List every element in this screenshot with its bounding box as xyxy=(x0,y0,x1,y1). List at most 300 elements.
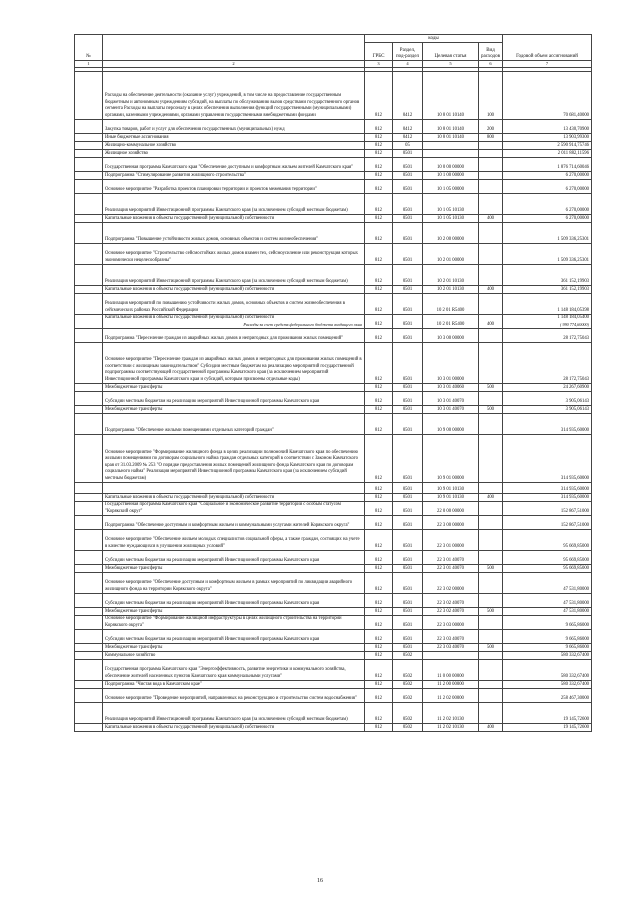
table-row xyxy=(75,120,592,134)
amount-cell xyxy=(503,652,592,660)
table-row xyxy=(75,724,592,732)
num-cell xyxy=(75,530,103,551)
name-cell xyxy=(103,516,365,530)
name-cell xyxy=(103,223,365,244)
table-row xyxy=(75,265,592,286)
type-cell xyxy=(479,294,503,315)
name-cell-text: Межбюджетные трансферты xyxy=(105,644,163,650)
name-cell xyxy=(103,483,365,494)
grbs-cell xyxy=(365,573,393,594)
amount-cell xyxy=(503,286,592,294)
amount-cell-text: 3 905,06143 xyxy=(565,406,589,412)
section-cell xyxy=(393,142,423,150)
name-cell xyxy=(103,530,365,551)
name-cell-text: Межбюджетные трансферты xyxy=(105,406,163,412)
section-cell-text: 0501 xyxy=(402,622,413,628)
num-cell xyxy=(75,644,103,652)
amount-cell xyxy=(503,689,592,703)
section-cell-text: 0501 xyxy=(402,164,413,170)
grbs-cell xyxy=(365,644,393,652)
col-target-header: Целевая статья xyxy=(423,43,479,61)
target-cell-text: 22 3 01 40070 xyxy=(437,565,464,571)
name-cell-text: Реализация мероприятий Инвестиционной программы Камчатского края (за исключением субсидий местным бюджетам) xyxy=(105,716,348,722)
target-cell xyxy=(423,294,479,315)
grbs-cell-text: 812 xyxy=(374,164,383,170)
target-cell-text: 10 1 05 10130 xyxy=(437,215,464,221)
table-row xyxy=(75,315,592,329)
type-cell-text: 400 xyxy=(486,494,495,500)
grbs-cell xyxy=(365,516,393,530)
amount-cell xyxy=(503,516,592,530)
section-cell xyxy=(393,551,423,565)
amount-cell-text: 6 270,00000 xyxy=(565,207,589,213)
table-row xyxy=(75,406,592,414)
target-cell xyxy=(423,72,479,120)
amount-cell-text: 1 509 336,25301 xyxy=(557,257,589,263)
amount-cell-text: 152 867,51000 xyxy=(560,508,589,514)
type-cell-text: 400 xyxy=(486,215,495,221)
grbs-cell-text: 812 xyxy=(374,724,383,730)
table-row xyxy=(75,689,592,703)
grbs-cell xyxy=(365,435,393,483)
name-cell xyxy=(103,172,365,180)
target-cell xyxy=(423,483,479,494)
type-cell-text: 100 xyxy=(486,112,495,118)
target-cell-text: 10 8 01 10140 xyxy=(437,112,464,118)
section-cell-text: 0502 xyxy=(402,724,413,730)
name-cell xyxy=(103,215,365,223)
name-cell xyxy=(103,494,365,502)
name-cell xyxy=(103,689,365,703)
num-cell xyxy=(75,223,103,244)
amount-cell-text: 13 430,70900 xyxy=(563,126,589,132)
index-cell: 7 xyxy=(503,61,592,68)
name-cell xyxy=(103,244,365,265)
table-row xyxy=(75,294,592,315)
section-cell-text: 0501 xyxy=(402,486,413,492)
header-row-1 xyxy=(75,35,592,43)
name-cell-text: Основное мероприятие "Формирование жилищной инфраструктуры в целях жилищного строительства на территории Корякского округа" xyxy=(105,616,342,628)
amount-cell-text: 95 669,85000 xyxy=(563,557,589,563)
section-cell-text: 0412 xyxy=(402,112,413,118)
num-cell xyxy=(75,565,103,573)
target-cell xyxy=(423,384,479,392)
amount-cell-text: 9 665,86000 xyxy=(565,622,589,628)
grbs-cell-text: 812 xyxy=(374,475,383,481)
amount-cell-text: 95 669,85000 xyxy=(563,543,589,549)
num-cell xyxy=(75,286,103,294)
amount-cell xyxy=(503,594,592,608)
section-cell xyxy=(393,223,423,244)
num-cell xyxy=(75,134,103,142)
amount-cell-text: 6 270,00000 xyxy=(565,172,589,178)
type-cell xyxy=(479,180,503,194)
table-row xyxy=(75,435,592,483)
target-cell-text: 11 2 02 10130 xyxy=(437,716,464,722)
section-cell xyxy=(393,652,423,660)
section-cell xyxy=(393,244,423,265)
num-cell xyxy=(75,329,103,343)
grbs-cell xyxy=(365,72,393,120)
table-row xyxy=(75,384,592,392)
target-cell xyxy=(423,215,479,223)
table-row xyxy=(75,72,592,120)
table-row xyxy=(75,644,592,652)
num-cell xyxy=(75,384,103,392)
grbs-cell-text: 812 xyxy=(374,321,383,327)
name-cell-text: Расходы на обеспечение деятельности (оказание услуг) учреждений, в том числе на предоставление государственным бюджетным и автономным учреждениям субсидий, на выплаты по обслуживанию вызов средствами государственного органов сегмента Расходы на выплаты персоналу в целях обеспечения выполнения функций государственными (муниципальными) органами, казенными учреждениями, органами управления государственными внебюджетными фондами xyxy=(105,93,360,118)
name-cell xyxy=(103,384,365,392)
amount-cell xyxy=(503,703,592,724)
table-row xyxy=(75,134,592,142)
name-cell xyxy=(103,392,365,406)
grbs-cell-text: 812 xyxy=(374,186,383,192)
target-cell xyxy=(423,158,479,172)
name-cell xyxy=(103,286,365,294)
section-cell-text: 0501 xyxy=(402,150,413,156)
amount-cell xyxy=(503,681,592,689)
num-cell xyxy=(75,72,103,120)
target-cell-text: 22 3 01 00000 xyxy=(437,543,464,549)
target-cell-text: 10 9 01 10130 xyxy=(437,486,464,492)
type-cell xyxy=(479,681,503,689)
section-cell-text: 0501 xyxy=(402,321,413,327)
amount-cell xyxy=(503,194,592,215)
name-cell xyxy=(103,703,365,724)
num-cell xyxy=(75,516,103,530)
name-cell xyxy=(103,343,365,384)
name-cell xyxy=(103,435,365,483)
section-cell-text: 0502 xyxy=(402,681,413,687)
name-cell xyxy=(103,551,365,565)
num-cell xyxy=(75,573,103,594)
target-cell xyxy=(423,703,479,724)
grbs-cell-text: 812 xyxy=(374,494,383,500)
section-cell-text: 0501 xyxy=(402,406,413,412)
num-cell xyxy=(75,689,103,703)
type-cell xyxy=(479,72,503,120)
table-row xyxy=(75,516,592,530)
index-cell: 3 xyxy=(365,61,393,68)
target-cell xyxy=(423,329,479,343)
grbs-cell-text: 812 xyxy=(374,652,383,658)
grbs-cell-text: 812 xyxy=(374,307,383,313)
grbs-cell-text: 812 xyxy=(374,236,383,242)
type-cell-text: 500 xyxy=(486,406,495,412)
grbs-cell-text: 812 xyxy=(374,215,383,221)
type-cell xyxy=(479,724,503,732)
section-cell xyxy=(393,158,423,172)
num-cell xyxy=(75,594,103,608)
grbs-cell-text: 812 xyxy=(374,278,383,284)
section-cell xyxy=(393,172,423,180)
amount-cell xyxy=(503,172,592,180)
num-cell xyxy=(75,142,103,150)
target-cell xyxy=(423,565,479,573)
target-cell-text: 10 2 01 00000 xyxy=(437,257,464,263)
amount-cell-text: 19 145,72600 xyxy=(563,724,589,730)
num-cell xyxy=(75,652,103,660)
amount-cell xyxy=(503,158,592,172)
grbs-cell-text: 812 xyxy=(374,126,383,132)
type-cell xyxy=(479,286,503,294)
amount-cell-text: 1 509 336,25301 xyxy=(557,236,589,242)
amount-cell xyxy=(503,142,592,150)
section-cell-text: 0501 xyxy=(402,384,413,390)
section-cell-text: 0501 xyxy=(402,207,413,213)
table-row xyxy=(75,150,592,158)
target-cell xyxy=(423,608,479,616)
grbs-cell xyxy=(365,294,393,315)
target-cell xyxy=(423,689,479,703)
amount-cell xyxy=(503,315,592,329)
section-cell xyxy=(393,502,423,516)
num-cell xyxy=(75,194,103,215)
section-cell-text: 0501 xyxy=(402,236,413,242)
num-cell xyxy=(75,343,103,384)
target-cell-text: 10 9 01 10130 xyxy=(437,494,464,500)
section-cell-text: 0501 xyxy=(402,172,413,178)
amount-cell xyxy=(503,120,592,134)
type-cell xyxy=(479,315,503,329)
target-cell xyxy=(423,392,479,406)
grbs-cell-text: 812 xyxy=(374,486,383,492)
table-row xyxy=(75,180,592,194)
target-cell xyxy=(423,502,479,516)
target-cell xyxy=(423,406,479,414)
name-cell-text: Государственная программа Камчатского края "Обеспечение доступным и комфортным жильем жителей Камчатского края" xyxy=(105,164,354,170)
table-row xyxy=(75,616,592,630)
section-cell-text: 05 xyxy=(405,142,410,148)
section-cell-text: 0502 xyxy=(402,673,413,679)
amount-cell-text: 47 531,80000 xyxy=(563,608,589,614)
target-cell xyxy=(423,265,479,286)
grbs-cell xyxy=(365,158,393,172)
section-cell xyxy=(393,194,423,215)
section-cell-text: 0501 xyxy=(402,278,413,284)
type-cell xyxy=(479,530,503,551)
target-cell xyxy=(423,134,479,142)
amount-cell-text: 314 935,60000 xyxy=(560,494,589,500)
amount-cell xyxy=(503,406,592,414)
target-cell-text: 22 3 00 00000 xyxy=(437,522,464,528)
amount-cell-text: 580 332,67400 xyxy=(560,681,589,687)
grbs-cell xyxy=(365,265,393,286)
grbs-cell xyxy=(365,120,393,134)
amount-cell xyxy=(503,384,592,392)
type-cell xyxy=(479,608,503,616)
index-cell: 1 xyxy=(75,61,103,68)
amount-cell xyxy=(503,215,592,223)
target-cell xyxy=(423,435,479,483)
page-number: 16 xyxy=(317,878,323,884)
section-cell xyxy=(393,180,423,194)
amount-cell-text: 1 148 184,05400 xyxy=(557,315,589,321)
target-cell-text: 10 8 01 10140 xyxy=(437,126,464,132)
amount-cell xyxy=(503,630,592,644)
num-cell xyxy=(75,494,103,502)
grbs-cell-text: 812 xyxy=(374,427,383,433)
amount-cell xyxy=(503,551,592,565)
section-cell xyxy=(393,689,423,703)
type-cell xyxy=(479,215,503,223)
type-cell xyxy=(479,158,503,172)
index-cell: 4 xyxy=(393,61,423,68)
type-cell xyxy=(479,120,503,134)
target-cell-text: 10 3 01 40070 xyxy=(437,406,464,412)
section-cell xyxy=(393,660,423,681)
grbs-cell-text: 812 xyxy=(374,142,383,148)
type-cell xyxy=(479,142,503,150)
amount-cell xyxy=(503,329,592,343)
table-row xyxy=(75,502,592,516)
grbs-cell xyxy=(365,551,393,565)
num-cell xyxy=(75,315,103,329)
section-cell xyxy=(393,392,423,406)
section-cell-text: 0501 xyxy=(402,600,413,606)
target-cell xyxy=(423,414,479,435)
federal-share-note: Расходы за счет средств федерального бюджета входящего окна xyxy=(243,321,362,327)
name-cell-text: Субсидии местным бюджетам на реализацию мероприятий Инвестиционной программы Камчатского края xyxy=(105,398,320,404)
type-cell xyxy=(479,435,503,483)
target-cell xyxy=(423,172,479,180)
target-cell xyxy=(423,644,479,652)
section-cell xyxy=(393,134,423,142)
amount-cell xyxy=(503,265,592,286)
amount-cell-text: 95 669,85000 xyxy=(563,565,589,571)
name-cell xyxy=(103,194,365,215)
target-cell xyxy=(423,516,479,530)
section-cell-text: 0502 xyxy=(402,652,413,658)
target-cell-text: 10 3 01 40070 xyxy=(437,398,464,404)
target-cell-text: 22 3 03 00000 xyxy=(437,622,464,628)
name-cell-text: Закупка товаров, работ и услуг для обеспечения государственных (муниципальных) нужд xyxy=(105,126,285,132)
section-cell-text: 0501 xyxy=(402,522,413,528)
name-cell xyxy=(103,573,365,594)
target-cell-text: 22 3 01 40070 xyxy=(437,557,464,563)
amount-cell-text: 314 935,60000 xyxy=(560,427,589,433)
federal-share-amount: ( 990 774,60000) xyxy=(560,321,589,327)
section-cell xyxy=(393,616,423,630)
name-cell xyxy=(103,594,365,608)
type-cell-text: 500 xyxy=(486,565,495,571)
grbs-cell xyxy=(365,315,393,329)
grbs-cell-text: 812 xyxy=(374,681,383,687)
target-cell-text: 11 2 00 00000 xyxy=(437,681,464,687)
type-cell-text: 400 xyxy=(486,321,495,327)
num-cell xyxy=(75,502,103,516)
col-section-header: Раздел, под-раздел xyxy=(393,43,423,61)
grbs-cell-text: 812 xyxy=(374,257,383,263)
name-cell-text: Капитальные вложения в объекты государственной (муниципальной) собственности xyxy=(105,286,275,292)
target-cell xyxy=(423,594,479,608)
type-cell xyxy=(479,223,503,244)
type-cell-text: 800 xyxy=(486,134,495,140)
name-cell xyxy=(103,652,365,660)
amount-cell-text: 70 681,40000 xyxy=(563,112,589,118)
amount-cell-text: 152 867,51000 xyxy=(560,522,589,528)
type-cell xyxy=(479,150,503,158)
target-cell xyxy=(423,660,479,681)
target-cell xyxy=(423,194,479,215)
table-row xyxy=(75,286,592,294)
grbs-cell xyxy=(365,630,393,644)
grbs-cell xyxy=(365,180,393,194)
grbs-cell xyxy=(365,681,393,689)
type-cell xyxy=(479,343,503,384)
grbs-cell-text: 812 xyxy=(374,406,383,412)
name-cell xyxy=(103,608,365,616)
grbs-cell xyxy=(365,343,393,384)
amount-cell-text: 24 267,60900 xyxy=(563,384,589,390)
col-name-header xyxy=(103,35,365,61)
table-row xyxy=(75,652,592,660)
name-cell-text: Реализация мероприятий Инвестиционной программы Камчатского края (за исключением субсидий местным бюджетам) xyxy=(105,207,348,213)
name-cell xyxy=(103,329,365,343)
type-cell xyxy=(479,483,503,494)
type-cell xyxy=(479,689,503,703)
target-cell-text: 10 2 00 00000 xyxy=(437,236,464,242)
table-row xyxy=(75,594,592,608)
amount-cell xyxy=(503,414,592,435)
grbs-cell xyxy=(365,142,393,150)
section-cell-text: 0501 xyxy=(402,186,413,192)
target-cell xyxy=(423,724,479,732)
section-cell xyxy=(393,435,423,483)
amount-cell-text: 258 467,30000 xyxy=(560,695,589,701)
target-cell-text: 10 0 00 00000 xyxy=(437,164,464,170)
grbs-cell xyxy=(365,223,393,244)
section-cell xyxy=(393,530,423,551)
name-cell xyxy=(103,565,365,573)
section-cell-text: 0501 xyxy=(402,427,413,433)
target-cell-text: 10 9 00 00000 xyxy=(437,427,464,433)
num-cell xyxy=(75,414,103,435)
grbs-cell xyxy=(365,244,393,265)
section-cell-text: 0501 xyxy=(402,508,413,514)
amount-cell xyxy=(503,483,592,494)
column-index-row xyxy=(75,61,592,68)
amount-cell xyxy=(503,134,592,142)
amount-cell xyxy=(503,494,592,502)
grbs-cell-text: 812 xyxy=(374,695,383,701)
name-cell-text: Субсидии местным бюджетам на реализацию мероприятий Инвестиционной программы Камчатского края xyxy=(105,636,320,642)
name-cell xyxy=(103,134,365,142)
grbs-cell xyxy=(365,616,393,630)
type-cell-text: 500 xyxy=(486,644,495,650)
grbs-cell-text: 812 xyxy=(374,600,383,606)
section-cell xyxy=(393,608,423,616)
num-cell xyxy=(75,158,103,172)
amount-cell-text: 47 531,80000 xyxy=(563,600,589,606)
num-cell xyxy=(75,120,103,134)
target-cell xyxy=(423,244,479,265)
num-cell xyxy=(75,392,103,406)
amount-cell xyxy=(503,616,592,630)
target-cell xyxy=(423,573,479,594)
amount-cell xyxy=(503,343,592,384)
amount-cell-text: 13 903,99300 xyxy=(563,134,589,140)
name-cell-text: Коммунальное хозяйство xyxy=(105,652,156,658)
type-cell xyxy=(479,551,503,565)
name-cell-text: Государственная программа Камчатского края "Энергоэффективность, развитие энергетики и коммунального хозяйства, обеспечение жителей населенных пунктов Камчатского края коммунальными услугами" xyxy=(105,667,346,679)
target-cell-text: 10 3 01 00000 xyxy=(437,376,464,382)
target-cell-text: 10 1 00 00000 xyxy=(437,172,464,178)
name-cell-text: Реализация мероприятий по повышению устойчивости жилых домов, основных объектов и систем жизнеобеспечения в сейсмических районах Российской Федерации xyxy=(105,301,345,313)
col-type-header: Вид расходов xyxy=(479,43,503,61)
grbs-cell xyxy=(365,502,393,516)
section-cell-text: 0412 xyxy=(402,134,413,140)
